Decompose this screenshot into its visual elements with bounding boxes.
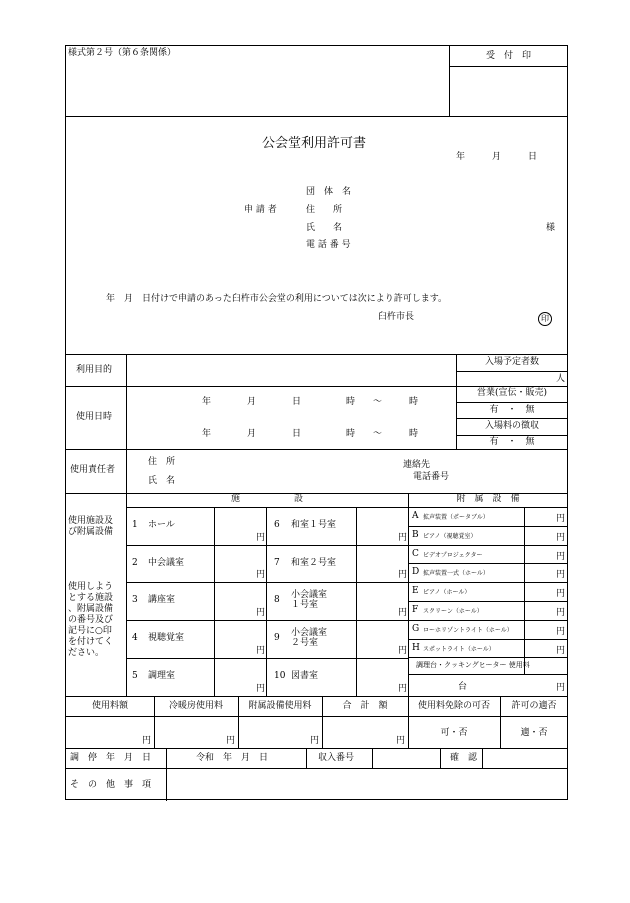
form-number: 様式第２号（第６条関係） <box>68 48 177 58</box>
cooking-yen: 円 <box>556 683 566 693</box>
equipment-name: 拡声装置一式（ホール） <box>423 570 489 578</box>
equipment-code: A <box>412 511 419 521</box>
reception-stamp-label: 受 付 印 <box>485 51 531 61</box>
room-yen: 円 <box>256 533 266 543</box>
grid-line <box>126 545 408 546</box>
room-number: 8 <box>274 595 280 605</box>
grid-line <box>408 674 568 675</box>
equipment-name: スポットライト（ホール） <box>423 645 495 653</box>
room-name: 講座室 <box>148 595 176 605</box>
equipment-code: G <box>412 623 420 634</box>
room-yen: 円 <box>398 646 408 656</box>
equipment-yen: 円 <box>556 608 566 618</box>
purpose-label: 利用目的 <box>76 365 113 375</box>
room-name: 図書室 <box>291 671 319 681</box>
issue-date: 年 月 日 <box>456 152 538 162</box>
room-yen: 円 <box>398 608 408 618</box>
room-number: 5 <box>132 671 138 681</box>
datetime-label: 使用日時 <box>76 412 113 422</box>
equipment-header: 附 属 設 備 <box>456 494 520 504</box>
room-number: 7 <box>274 557 280 568</box>
equipment-name: ローホリゾントライト（ホール） <box>423 626 513 634</box>
approval-label: 許可の適否 <box>511 701 557 711</box>
total-yen: 円 <box>396 736 406 746</box>
grid-line <box>408 526 568 527</box>
exemption-value: 可・否 <box>440 728 468 738</box>
room-name: 小会議室 <box>291 590 328 600</box>
total-label: 合 計 額 <box>342 701 388 711</box>
resp-name-label: 氏 名 <box>148 476 176 486</box>
room-yen: 円 <box>398 533 408 543</box>
grid-line <box>408 601 568 602</box>
equipment-name: スクリーン（ホール） <box>423 608 483 615</box>
grid-line <box>356 507 357 696</box>
honorific: 様 <box>546 223 556 233</box>
permit-form <box>65 45 568 800</box>
facility-header: 施 設 <box>230 494 303 504</box>
equipment-yen: 円 <box>556 532 566 543</box>
phone-label: 電 話 番 号 <box>306 240 351 250</box>
person-unit: 人 <box>556 374 566 384</box>
cooking-unit: 台 <box>458 682 468 692</box>
confirm-label: 確 認 <box>450 753 478 763</box>
approval-value: 適・否 <box>520 728 548 738</box>
room-yen: 円 <box>398 570 408 580</box>
grid-line <box>408 657 568 658</box>
receipt-no-label: 収入番号 <box>318 753 355 763</box>
datetime-row-2: 年 月 日 時 ～ 時 <box>202 429 419 439</box>
admission-yes-no: 有 ・ 無 <box>489 437 535 447</box>
equipment-name: ピアノ（視聴覚室） <box>423 532 477 540</box>
contact-phone-label: 電話番号 <box>413 472 450 482</box>
usage-fee-label: 使用料額 <box>91 701 128 711</box>
datetime-row-1: 年 月 日 時 ～ 時 <box>202 397 419 407</box>
business-label: 営業(宣伝・販売) <box>476 388 548 398</box>
room-name: １号室 <box>291 600 319 610</box>
resp-address-label: 住 所 <box>148 457 176 467</box>
grid-line <box>126 620 408 621</box>
grid-line <box>408 545 568 546</box>
equipment-code: F <box>412 605 419 615</box>
equipment-yen: 円 <box>556 514 566 524</box>
seal-mark: 印 <box>538 312 552 326</box>
grid-line <box>126 658 408 659</box>
aircon-fee-label: 冷暖房使用料 <box>168 701 223 711</box>
aircon-fee-yen: 円 <box>226 736 236 746</box>
equipment-fee-label: 附属設備使用料 <box>248 701 312 711</box>
room-number: 10 <box>274 671 286 681</box>
attendance-label: 入場予定者数 <box>484 357 539 367</box>
other-matters-label: そ の 他 事 項 <box>70 780 152 790</box>
applicant-label: 申 請 者 <box>244 205 277 215</box>
room-name: 調理室 <box>148 671 176 681</box>
grid-line <box>266 507 267 696</box>
room-yen: 円 <box>256 608 266 618</box>
mayor-label: 臼杵市長 <box>378 312 415 322</box>
org-name-label: 団 体 名 <box>306 187 352 197</box>
adjust-date-label: 調 停 年 月 日 <box>70 753 152 763</box>
equipment-name: 拡声装置（ポータブル） <box>423 514 489 521</box>
contact-label: 連絡先 <box>403 460 431 470</box>
reiwa-date: 令和 年 月 日 <box>196 753 269 763</box>
equipment-yen: 円 <box>556 645 566 656</box>
room-number: 4 <box>132 633 138 643</box>
grid-line <box>214 507 215 696</box>
business-yes-no: 有 ・ 無 <box>489 405 535 415</box>
grid-line <box>408 620 568 621</box>
room-number: 9 <box>274 633 280 643</box>
permit-statement: 年 月 日付けで申請のあった臼杵市公会堂の利用については次により許可します。 <box>106 294 448 304</box>
grid-line <box>408 563 568 564</box>
room-number: 1 <box>132 520 138 530</box>
room-number: 3 <box>132 595 138 605</box>
grid-line <box>408 639 568 640</box>
address-label: 住 所 <box>306 205 343 215</box>
room-name: 視聴覚室 <box>148 633 185 643</box>
usage-fee-yen: 円 <box>142 736 152 746</box>
side-label-2: 使用しよう とする施設 、附属設備 の番号及び 記号に○印 を付けてく ださい。 <box>68 582 114 658</box>
equipment-name: ビデオプロジェクター <box>423 551 483 559</box>
grid-line <box>126 582 408 583</box>
equipment-code: D <box>412 567 420 578</box>
admission-fee-label: 入場料の徴収 <box>484 421 539 431</box>
equipment-yen: 円 <box>556 589 566 600</box>
grid-line <box>408 493 409 696</box>
equipment-code: B <box>412 529 419 540</box>
room-number: 6 <box>274 520 280 530</box>
room-number: 2 <box>132 557 138 568</box>
equipment-name: ピアノ（ホール） <box>423 589 471 597</box>
room-name: 和室１号室 <box>291 520 337 530</box>
equipment-fee-yen: 円 <box>310 736 320 746</box>
side-label-1: 使用施設及 び附属設備 <box>68 516 114 537</box>
room-name: 中会議室 <box>148 557 185 568</box>
exemption-label: 使用料免除の可否 <box>417 701 490 711</box>
room-name: 和室２号室 <box>291 557 337 568</box>
room-yen: 円 <box>398 684 408 694</box>
equipment-yen: 円 <box>556 626 566 637</box>
grid-line <box>408 582 568 583</box>
room-yen: 円 <box>256 646 266 656</box>
equipment-code: H <box>412 642 420 653</box>
room-name: ホール <box>148 520 175 530</box>
responsible-label: 使用責任者 <box>70 465 116 475</box>
grid-line <box>524 507 525 674</box>
room-yen: 円 <box>256 570 266 580</box>
equipment-yen: 円 <box>556 570 566 581</box>
room-name: ２号室 <box>291 638 319 648</box>
cooking-label: 調理台・クッキングヒーター 使用料 <box>416 661 530 669</box>
page-title: 公会堂利用許可書 <box>262 136 367 151</box>
name-label: 氏 名 <box>306 223 343 233</box>
equipment-code: E <box>412 586 419 597</box>
equipment-yen: 円 <box>556 551 566 562</box>
room-name: 小会議室 <box>291 628 328 638</box>
room-yen: 円 <box>256 684 266 694</box>
equipment-code: C <box>412 548 419 559</box>
